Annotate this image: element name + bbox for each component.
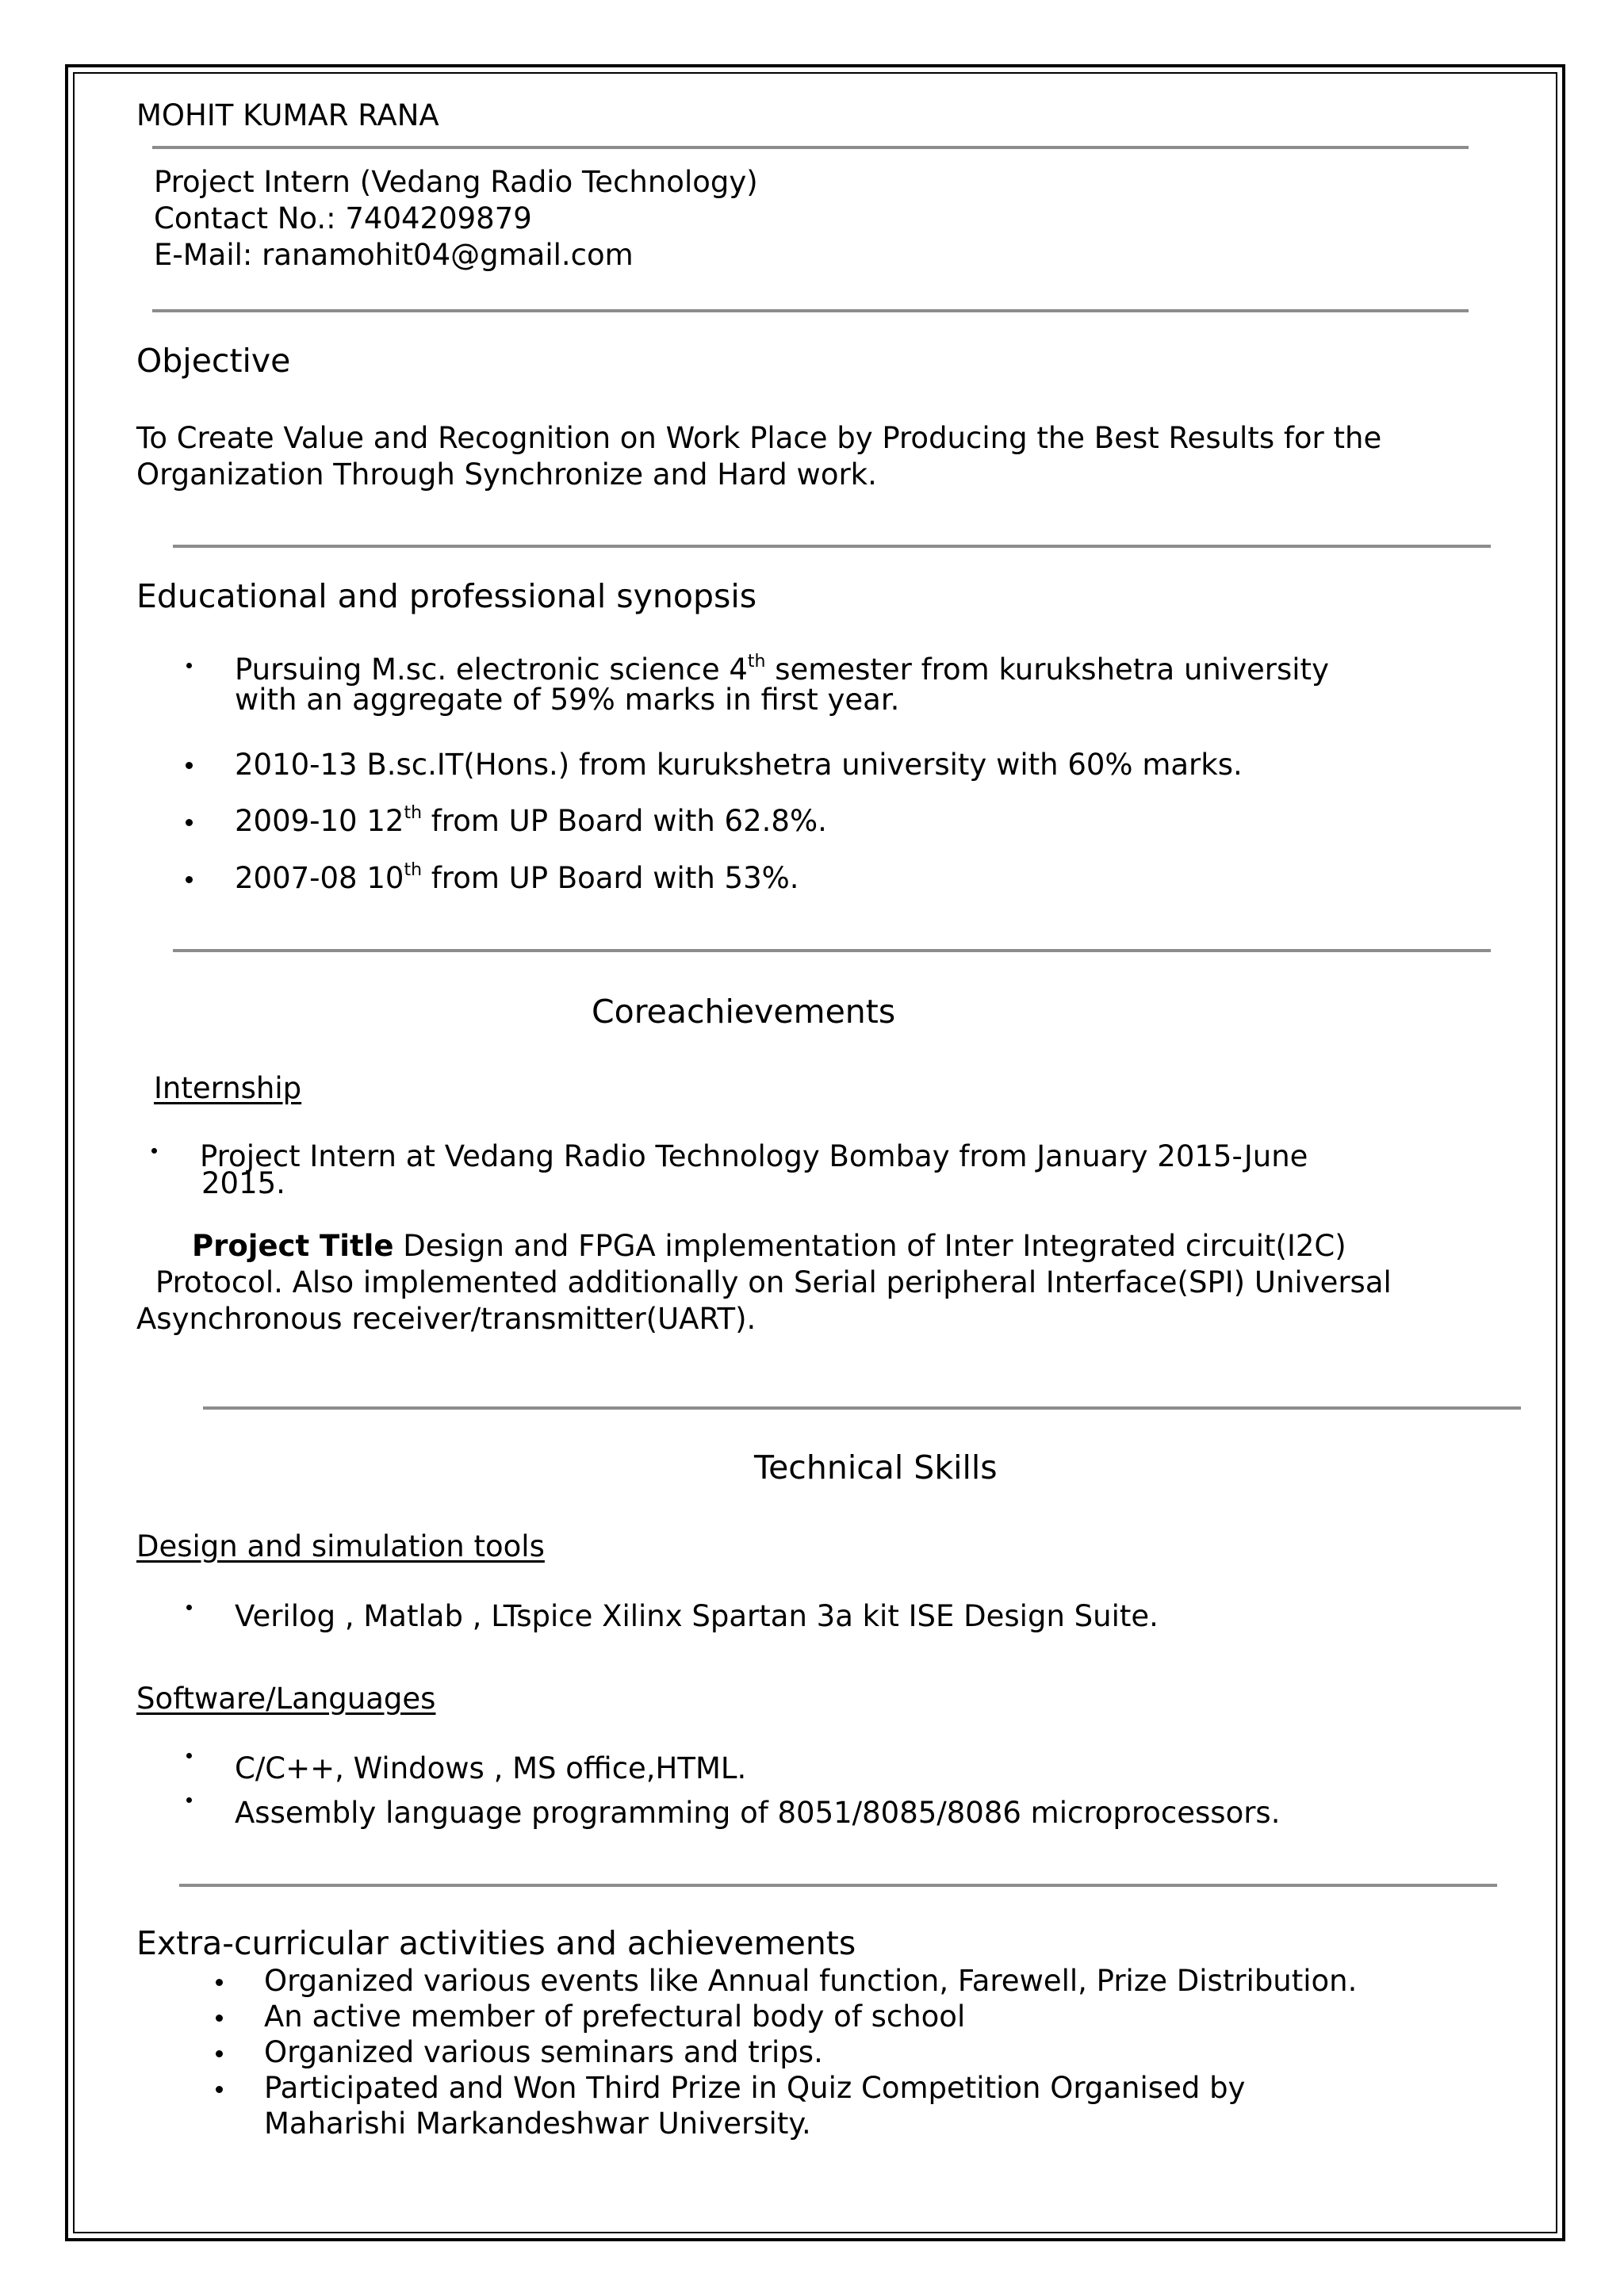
extra-item: An active member of prefectural body of school: [264, 1999, 966, 2034]
contact-number: Contact No.: 7404209879: [154, 201, 532, 235]
design-tools-subheading: Design and simulation tools: [136, 1529, 545, 1563]
bullet: [216, 2086, 223, 2093]
education-item: 2007-08 10th from UP Board with 53%.: [235, 860, 799, 895]
bullet: [216, 2015, 223, 2022]
objective-heading: Objective: [136, 342, 291, 380]
candidate-name: MOHIT KUMAR RANA: [136, 98, 439, 132]
bullet: [216, 1979, 223, 1986]
bullet: [186, 1605, 192, 1610]
extra-heading: Extra-curricular activities and achievements: [136, 1924, 856, 1962]
internship-subheading: Internship: [154, 1071, 302, 1105]
software-item: Assembly language programming of 8051/8085/8086 microprocessors.: [235, 1796, 1281, 1830]
bullet: [186, 1797, 192, 1803]
education-item-line2: with an aggregate of 59% marks in first year.: [235, 683, 900, 717]
extra-item: Organized various events like Annual function, Farewell, Prize Distribution.: [264, 1964, 1358, 1998]
divider: [152, 309, 1469, 312]
education-item: Pursuing M.sc. electronic science 4th semester from kurukshetra university: [235, 652, 1329, 687]
internship-item-line1: Project Intern at Vedang Radio Technology Bombay from January 2015-June: [200, 1139, 1308, 1173]
education-heading: Educational and professional synopsis: [136, 577, 757, 615]
project-title-line2: Protocol. Also implemented additionally on Serial peripheral Interface(SPI) Universal: [155, 1265, 1392, 1299]
achievements-heading: Coreachievements: [592, 993, 896, 1031]
bullet: [186, 762, 193, 769]
divider: [203, 1406, 1521, 1410]
skills-heading: Technical Skills: [754, 1448, 998, 1487]
bullet: [186, 1753, 192, 1758]
internship-item-line2: 2015.: [201, 1166, 285, 1200]
bullet: [216, 2050, 223, 2057]
objective-text-line2: Organization Through Synchronize and Hard work.: [136, 457, 877, 492]
bullet: [186, 876, 193, 883]
bullet: [186, 663, 192, 668]
extra-item: Organized various seminars and trips.: [264, 2035, 823, 2069]
software-subheading: Software/Languages: [136, 1682, 436, 1716]
education-item: 2009-10 12th from UP Board with 62.8%.: [235, 803, 827, 838]
education-item: 2010-13 B.sc.IT(Hons.) from kurukshetra university with 60% marks.: [235, 748, 1243, 782]
divider: [173, 949, 1491, 952]
bullet: [151, 1148, 157, 1154]
job-title: Project Intern (Vedang Radio Technology): [154, 165, 758, 199]
divider: [173, 545, 1491, 548]
email: E-Mail: ranamohit04@gmail.com: [154, 238, 634, 272]
extra-item: Participated and Won Third Prize in Quiz Competition Organised by: [264, 2071, 1246, 2105]
divider: [152, 146, 1469, 149]
design-tools-item: Verilog , Matlab , LTspice Xilinx Spartan 3a kit ISE Design Suite.: [235, 1599, 1159, 1633]
extra-item-line2: Maharishi Markandeshwar University.: [264, 2107, 811, 2141]
objective-text-line1: To Create Value and Recognition on Work Place by Producing the Best Results for the: [136, 421, 1382, 455]
project-title-line1: Project Title Design and FPGA implementation of Inter Integrated circuit(I2C): [192, 1229, 1346, 1263]
project-title-line3: Asynchronous receiver/transmitter(UART).: [136, 1302, 756, 1336]
software-item: C/C++, Windows , MS office,HTML.: [235, 1751, 747, 1785]
divider: [179, 1884, 1497, 1887]
bullet: [186, 819, 193, 826]
